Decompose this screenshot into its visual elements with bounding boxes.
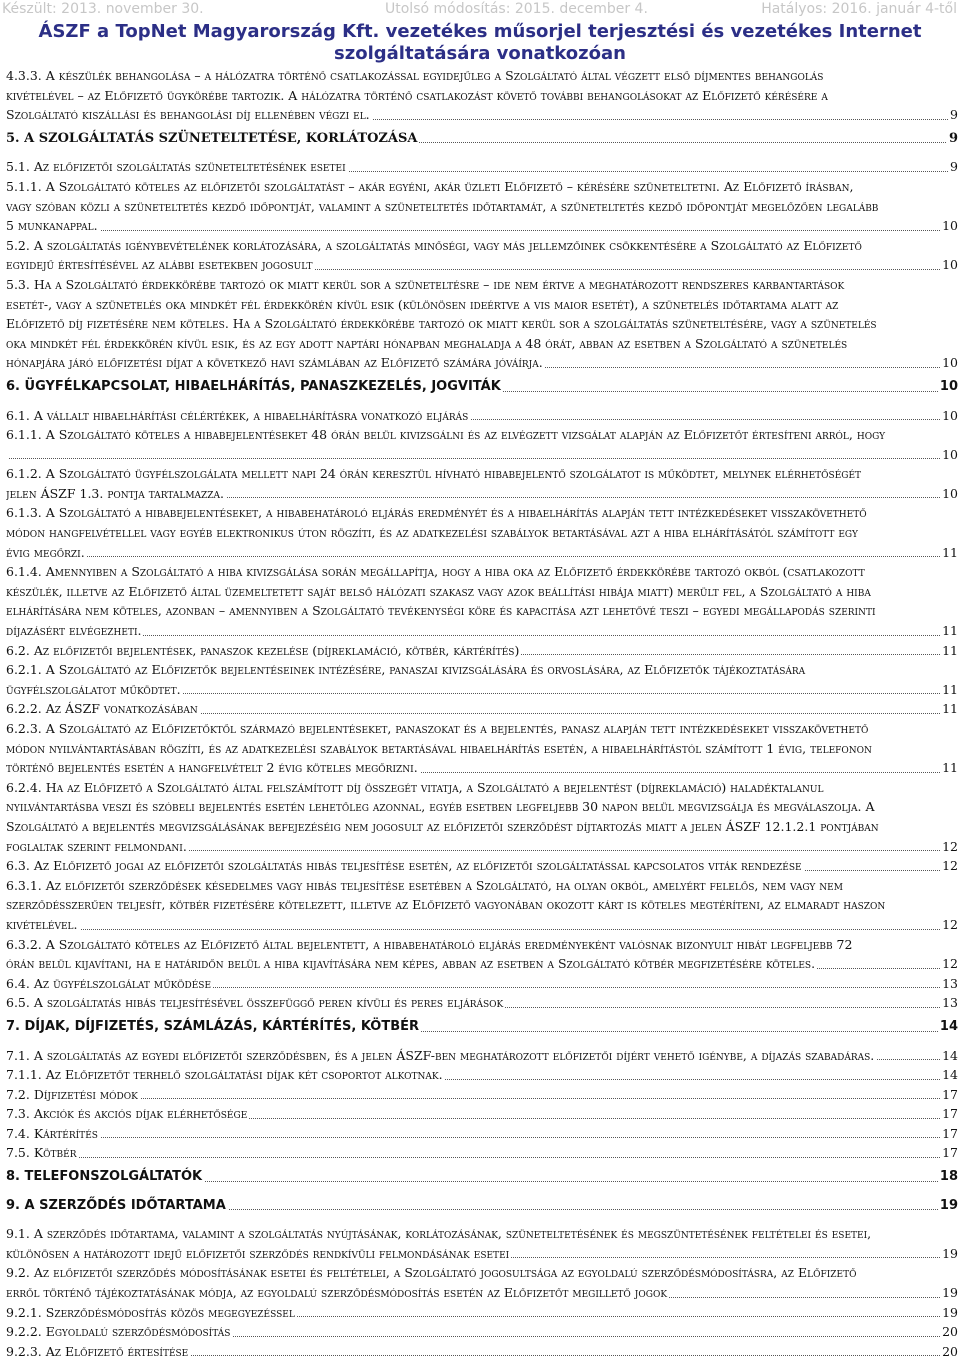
- toc-entry-text: 6.1.2. A Szolgáltató ügyfélszolgálata mellett napi 24 órán keresztül hívható hibabejelentő szolgálatot is működtet, melynek elérhetőségét: [6, 466, 862, 482]
- toc-page-number: 12: [940, 856, 958, 876]
- toc-page-number: 17: [940, 1124, 958, 1144]
- toc-entry-text: kivételével – az Előfizető ügykörébe tartozik. A hálózatra történő csatlakozást követő további behangolásokat az Előfizető kérésére a: [6, 87, 828, 103]
- toc-page-number: 17: [940, 1143, 958, 1163]
- toc-entry-text: 9.2.1. Szerződésmódosítás közös megegyezéssel: [6, 1304, 295, 1320]
- toc-entry[interactable]: [6, 778, 958, 856]
- toc-entry-text: különösen a határozott idejű előfizetői szerződés rendkívüli felmondásának esetei: [6, 1245, 510, 1261]
- toc-entry[interactable]: [6, 1224, 958, 1263]
- toc-entry-text: készülék, illetve az Előfizető által üzemeltetett saját belső hálózati szakasz vagy azok beállítási hibája miatt) merült fel, a Szolgáltató a hiba: [6, 583, 871, 599]
- toc-entry-text: 5.1.1. A Szolgáltató köteles az előfizetői szolgáltatást – akár egyéni, akár üzleti Előfizető – kérésére szüneteltetni. Az Előfizető írásban,: [6, 178, 854, 194]
- toc-page-number: 18: [938, 1167, 958, 1187]
- document-title-line1: ÁSZF a TopNet Magyarország Kft. vezetékes műsorjel terjesztési és vezetékes Internet: [38, 21, 922, 42]
- toc-entry-text: nyilvántartásba veszi és szóbeli bejelentés esetén lehetőleg azonnal, egyéb esetben legfeljebb 30 napon belül megvizsgálja és megválaszolja. A: [6, 799, 875, 815]
- toc-entry-text: 9.2. Az előfizetői szerződés módosításának esetei és feltételei, a Szolgáltató jogosultsága az egyoldalú szerződésmódosításra, az Előfizető: [6, 1265, 857, 1281]
- toc-entry[interactable]: [6, 157, 958, 177]
- toc-page-number: 12: [940, 837, 958, 857]
- toc-entry-text: 4.3.3. A készülék behangolása – a hálózatra történő csatlakozással egyidejűleg a Szolgáltató által végzett első díjmentes behangolás: [6, 68, 824, 83]
- toc-entry-text: 9.2.2. Egyoldalú szerződésmódosítás: [6, 1324, 231, 1340]
- toc-page-number: 10: [940, 255, 958, 275]
- toc-entry-text: 9.2.3. Az Előfizető értesítése: [6, 1343, 189, 1359]
- toc-entry-text: történő bejelentés esetén a hangfelvételt 2 évig köteles megőrizni.: [6, 760, 418, 776]
- toc-entry[interactable]: [6, 66, 958, 125]
- toc-entry-text: Előfizető díj fizetésére nem köteles. Ha a Szolgáltató érdekkörébe tartozó ok miatt kerül sor a szolgáltatás szüneteltésére, vagy a szünetelés: [6, 316, 877, 332]
- toc-entry[interactable]: [6, 876, 958, 935]
- toc-page-number: 14: [940, 1046, 958, 1066]
- toc-page-number: 13: [940, 993, 958, 1013]
- toc-entry-text: 6.1.4. Amennyiben a Szolgáltató a hiba kivizsgálása során megállapítja, hogy a hiba oka az Előfizető érdekkörébe tartozó okból (csatlakozott: [6, 564, 865, 580]
- toc-entry-text: 6.2.3. A Szolgáltató az Előfizetőktől származó bejelentéseket, panaszokat és a bejelentés, panasz alapján tett intézkedéseket visszakövethető: [6, 721, 869, 736]
- toc-page-number: 10: [940, 445, 958, 465]
- toc-page-number: 11: [940, 641, 958, 661]
- toc-page-number: 9: [947, 129, 958, 149]
- toc-page-number: 20: [940, 1342, 958, 1361]
- toc-entry[interactable]: [6, 856, 958, 876]
- toc-page-number: 17: [940, 1085, 958, 1105]
- toc-entry-text: díjazásért elvégezheti.: [6, 623, 142, 639]
- created-date: Készült: 2013. november 30.: [2, 1, 204, 17]
- toc-entry-text: 6.1.3. A Szolgáltató a hibabejelentéseket, a hibabehatároló eljárás eredményét és a hibaelhárítás alapján tett intézkedéseket visszakövethető: [6, 505, 867, 521]
- toc-entry-text: erről történő tájékoztatásának módja, az egyoldalú szerződésmódosítás esetén az Előfizetőt megillető jogok: [6, 1285, 668, 1301]
- toc-entry-text: módon hangfelvétellel vagy egyéb elektronikus úton rögzíti, és az adatkezelési szabályok betartásával azt a hiba elhárításától számított egy: [6, 525, 858, 541]
- toc-entry-text: 7.1. A szolgáltatás az egyedi előfizetői szerződésben, és a jelen ÁSZF-ben meghatározott előfizetői díjért vehető igénybe, a díjazás szabadáras.: [6, 1047, 875, 1063]
- toc-entry[interactable]: [6, 660, 958, 699]
- toc-entry[interactable]: [6, 974, 958, 994]
- effective-date: Hatályos: 2016. január 4-től: [761, 1, 957, 17]
- toc-page-number: 11: [940, 699, 958, 719]
- toc-entry[interactable]: [6, 464, 958, 503]
- toc-entry-text: egyidejű értesítésével az alábbi esetekben jogosult: [6, 257, 313, 273]
- toc-entry-text: 9. A SZERZŐDÉS IDŐTARTAMA: [6, 1197, 226, 1213]
- toc-entry[interactable]: [6, 699, 958, 719]
- toc-page-number: 20: [940, 1322, 958, 1342]
- toc-entry[interactable]: [6, 406, 958, 426]
- toc-entry-text: 7.2. Díjfizetési módok: [6, 1086, 138, 1102]
- toc-entry-text: ügyfélszolgálatot működtet.: [6, 681, 181, 697]
- toc-entry-text: 9.1. A szerződés időtartama, valamint a szolgáltatás nyújtásának, korlátozásának, szüneteltetésének és megszüntetésének feltételei és esetei,: [6, 1226, 872, 1242]
- toc-entry[interactable]: [6, 1322, 958, 1342]
- toc-heading[interactable]: [6, 129, 958, 149]
- toc-entry-text: Szolgáltató a bejelentés megvizsgálásának befejezéséig nem jogosult az előfizetői szerződést díjtartozás miatt a jelen ÁSZF 12.1.2.1 pontjában: [6, 818, 879, 834]
- table-of-contents: [6, 66, 958, 1361]
- toc-page-number: 9: [948, 105, 958, 125]
- toc-entry-text: 6.3.1. Az előfizetői szerződések késedelmes vagy hibás teljesítése esetében a Szolgáltató, ha olyan okból, amelyért felelős, nem vagy nem: [6, 877, 843, 893]
- toc-entry-text: 6.3.2. A Szolgáltató köteles az Előfizető által bejelentett, a hibabehatároló eljárás eredményeként valósnak bizonyult hibát legfeljebb 72: [6, 936, 853, 952]
- toc-entry[interactable]: [6, 935, 958, 974]
- toc-page-number: 14: [938, 1017, 958, 1037]
- toc-entry-text: 7.5. Kötbér: [6, 1145, 77, 1161]
- toc-entry-text: jelen ÁSZF 1.3. pontja tartalmazza.: [6, 485, 225, 501]
- toc-heading[interactable]: [6, 377, 958, 397]
- toc-entry-text: hónapjára járó előfizetési díjat a következő havi számlában az Előfizető számára jóváírja.: [6, 355, 543, 371]
- toc-entry[interactable]: [6, 719, 958, 778]
- toc-page-number: 10: [940, 484, 958, 504]
- toc-entry-text: 6.1.1. A Szolgáltató köteles a hibabejelentéseket 48 órán belül kivizsgálni és az elvégzett vizsgálat alapján az Előfizetőt értesíteni arról, hogy: [6, 427, 886, 443]
- toc-entry-text: [6, 447, 8, 462]
- toc-entry[interactable]: [6, 1263, 958, 1302]
- toc-page-number: 9: [948, 157, 958, 177]
- toc-page-number: 10: [940, 406, 958, 426]
- toc-entry-text: vagy szóban közli a szüneteltetés kezdő időpontját, valamint a szüneteltetés időtartamát, a szüneteltetés kezdő időpontját megelőzően legalább: [6, 198, 879, 214]
- toc-entry[interactable]: [6, 1104, 958, 1124]
- toc-entry[interactable]: [6, 1065, 958, 1085]
- toc-entry-text: elhárítására nem köteles, azonban – amennyiben a Szolgáltató tevékenységi köre és kapacitása azt lehetővé teszi – egyedi megállapodás szerinti: [6, 603, 876, 619]
- toc-heading[interactable]: [6, 1167, 958, 1187]
- toc-entry[interactable]: [6, 1143, 958, 1163]
- toc-entry[interactable]: [6, 562, 958, 640]
- toc-page-number: 12: [940, 915, 958, 935]
- toc-page-number: 19: [940, 1303, 958, 1323]
- toc-entry-text: 6.3. Az Előfizető jogai az előfizetői szolgáltatás hibás teljesítése esetén, az előfizetői szolgáltatással kapcsolatos viták rendezése: [6, 858, 802, 874]
- toc-heading[interactable]: [6, 1196, 958, 1216]
- toc-page-number: 11: [940, 543, 958, 563]
- toc-page-number: 13: [940, 974, 958, 994]
- toc-entry-text: 7.4. Kártérítés: [6, 1125, 98, 1141]
- document-title-line2: szolgáltatására vonatkozóan: [334, 43, 626, 64]
- toc-entry[interactable]: [6, 1124, 958, 1144]
- toc-entry-text: évig megőrzi.: [6, 544, 85, 560]
- toc-page-number: 14: [940, 1065, 958, 1085]
- page-header: [0, 0, 960, 18]
- toc-entry[interactable]: [6, 1342, 958, 1361]
- toc-page-number: 10: [940, 216, 958, 236]
- toc-entry[interactable]: [6, 503, 958, 562]
- toc-entry-text: 6.5. A szolgáltatás hibás teljesítésével összefüggő peren kívüli és peres eljárások: [6, 995, 504, 1011]
- toc-entry-text: 7.3. Akciók és akciós díjak elérhetősége: [6, 1106, 248, 1122]
- toc-entry[interactable]: [6, 641, 958, 661]
- toc-entry-text: 6.4. Az ügyfélszolgálat működése: [6, 975, 212, 991]
- toc-entry-text: esetét-, vagy a szünetelés oka mindkét fél érdekkörén kívül esik (különösen ideértve a vis maior esetét), a szünetelés időtartama alatt az: [6, 296, 839, 312]
- toc-entry-text: 7. DÍJAK, DÍJFIZETÉS, SZÁMLÁZÁS, KÁRTÉRÍTÉS, KÖTBÉR: [6, 1018, 420, 1034]
- toc-entry-text: 5.2. A szolgáltatás igénybevételének korlátozására, a szolgáltatás minőségi, vagy más jellemzőinek csökkentésére a Szolgáltató az Előfizető: [6, 237, 862, 253]
- toc-entry-text: 6.2.4. Ha az Előfizető a Szolgáltató által felszámított díj összegét vitatja, a Szolgáltató a bejelentést (díjreklamáció) haladéktalanul: [6, 779, 824, 795]
- toc-entry-text: kivételével.: [6, 916, 78, 932]
- toc-page-number: 11: [940, 621, 958, 641]
- toc-page-number: 10: [940, 353, 958, 373]
- toc-entry-text: módon nyilvántartásában rögzíti, és az adatkezelési szabályok betartásával hibaelhárítás esetén, a hibaelhárítástól számított 1 évig, telefonon: [6, 740, 872, 756]
- toc-entry-text: 8. TELEFONSZOLGÁLTATÓK: [6, 1169, 203, 1185]
- toc-heading[interactable]: [6, 1017, 958, 1037]
- toc-page-number: 12: [940, 954, 958, 974]
- toc-entry-text: 6.2.2. Az ÁSZF vonatkozásában: [6, 701, 198, 717]
- toc-page-number: 10: [938, 377, 958, 397]
- toc-page-number: 17: [940, 1104, 958, 1124]
- toc-entry-text: órán belül kijavítani, ha e határidőn belül a hiba kijavítására nem képes, abban az esetben a Szolgáltató kötbér megfizetésére köteles.: [6, 956, 816, 972]
- toc-entry[interactable]: [6, 1085, 958, 1105]
- toc-page-number: 11: [940, 680, 958, 700]
- toc-page-number: 19: [940, 1244, 958, 1264]
- toc-entry-text: 5 munkanappal.: [6, 218, 98, 234]
- toc-entry-text: 5. A SZOLGÁLTATÁS SZÜNETELTETÉSE, KORLÁTOZÁSA: [6, 130, 418, 146]
- toc-entry-text: 6.2. Az előfizetői bejelentések, panaszok kezelése (díjreklamáció, kötbér, kártérítés): [6, 642, 520, 658]
- toc-entry[interactable]: [6, 1046, 958, 1066]
- toc-entry-text: 6. ÜGYFÉLKAPCSOLAT, HIBAELHÁRÍTÁS, PANASZKEZELÉS, JOGVITÁK: [6, 378, 501, 394]
- toc-page-number: 19: [938, 1196, 958, 1216]
- toc-entry[interactable]: [6, 1303, 958, 1323]
- toc-entry-text: 6.1. A vállalt hibaelhárítási célértékek, a hibaelhárításra vonatkozó eljárás: [6, 407, 469, 423]
- toc-entry-text: 6.2.1. A Szolgáltató az Előfizetők bejelentéseinek intézésére, panaszai kivizsgálására és orvoslására, az Előfizetők tájékoztatására: [6, 662, 806, 678]
- toc-entry-text: foglaltak szerint felmondani.: [6, 838, 187, 854]
- toc-entry-text: 7.1.1. Az Előfizetőt terhelő szolgáltatási díjak két csoportot alkotnak.: [6, 1067, 443, 1083]
- toc-entry-text: oka mindkét fél érdekkörén kívül esik, és az egy adott naptári hónapban meghaladja a 48 órát, abban az esetben a Szolgáltató a szünetelés: [6, 335, 848, 351]
- toc-entry-text: 5.3. Ha a Szolgáltató érdekkörébe tartozó ok miatt kerül sor a szüneteltésre – ide nem értve a meghatározott rendszeres karbantartások: [6, 276, 845, 292]
- modified-date: Utolsó módosítás: 2015. december 4.: [385, 1, 648, 17]
- toc-entry[interactable]: [6, 177, 958, 236]
- toc-entry-text: 5.1. Az előfizetői szolgáltatás szüneteltetésének esetei: [6, 159, 346, 175]
- toc-entry[interactable]: [6, 236, 958, 275]
- toc-entry-text: szerződésszerűen teljesít, kötbér fizetésére kötelezett, illetve az Előfizető vagyonában okozott kárt is köteles megtéríteni, az elmaradt haszon: [6, 897, 886, 913]
- toc-page-number: 11: [940, 758, 958, 778]
- toc-entry-text: Szolgáltató kiszállási és behangolási díj ellenében végzi el.: [6, 107, 370, 123]
- toc-entry[interactable]: [6, 993, 958, 1013]
- toc-entry[interactable]: [6, 425, 958, 464]
- toc-entry[interactable]: [6, 275, 958, 373]
- toc-page-number: 19: [940, 1283, 958, 1303]
